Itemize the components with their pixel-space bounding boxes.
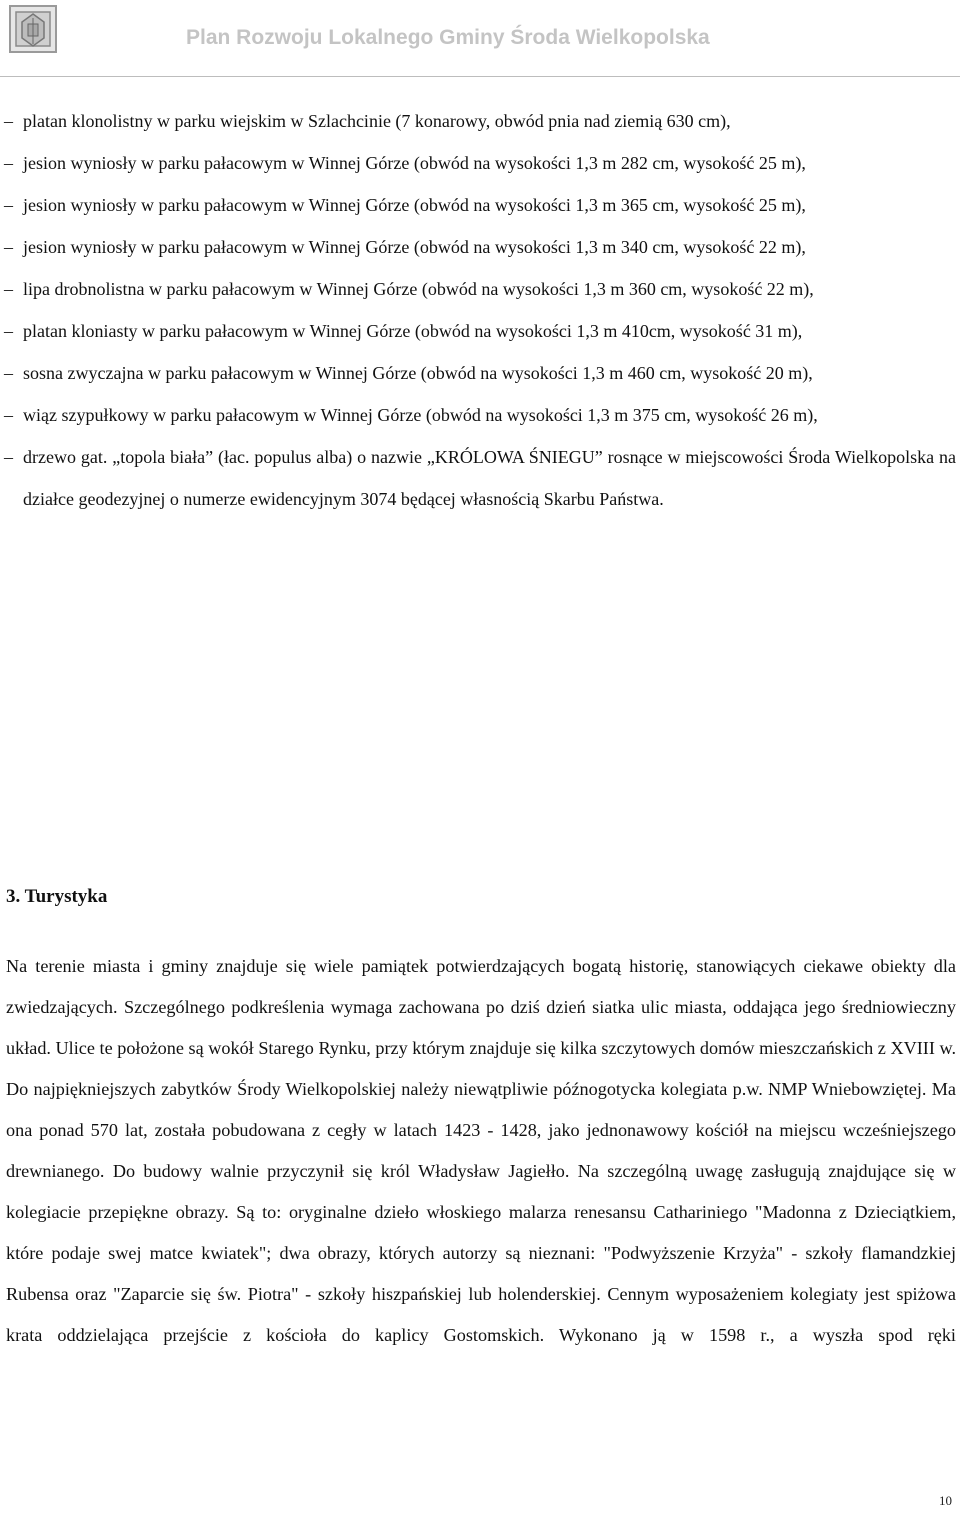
list-item-text: sosna zwyczajna w parku pałacowym w Winnej Górze (obwód na wysokości 1,3 m 460 cm, wysokość 20 m), bbox=[23, 363, 813, 383]
dash-bullet: – bbox=[4, 237, 13, 257]
list-item bbox=[0, 100, 960, 142]
list-item-text: jesion wyniosły w parku pałacowym w Winnej Górze (obwód na wysokości 1,3 m 340 cm, wysokość 22 m), bbox=[23, 237, 806, 257]
list-item bbox=[0, 184, 960, 226]
list-item bbox=[0, 226, 960, 268]
dash-bullet: – bbox=[4, 405, 13, 425]
page-content bbox=[0, 100, 960, 520]
coat-of-arms-icon bbox=[8, 4, 58, 54]
list-item bbox=[0, 394, 960, 436]
section-paragraph: Na terenie miasta i gminy znajduje się wiele pamiątek potwierdzających bogatą historię, stanowiących ciekawe obiekty dla zwiedzających. Szczególnego podkreślenia wymaga zachowana po dziś dzień siatka ulic miasta, oddająca jego średniowieczny układ. Ulice te położone są wokół Starego Rynku, przy którym znajduje się kilka szczytowych domów mieszczańskich z XVIII w. Do najpiękniejszych zabytków Środy Wielkopolskiej należy niewątpliwie późnogotycka kolegiata p.w. NMP Wniebowziętej. Ma ona ponad 570 lat, została pobudowana z cegły w latach 1423 - 1428, jako jednonawowy kościół na miejscu wcześniejszego drewnianego. Do budowy walnie przyczynił się król Władysław Jagiełło. Na szczególną uwagę zasługują znajdujące się w kolegiacie przepiękne obrazy. Są to: oryginalne dzieło włoskiego malarza renesansu Cathariniego "Madonna z Dzieciątkiem, które podaje swej matce kwiatek"; dwa obrazy, których autorzy są nieznani: "Podwyższenie Krzyża" - szkoły flamandzkiej Rubensa oraz "Zaparcie się św. Piotra" - szkoły hiszpańskiej lub holenderskiej. Cennym wyposażeniem kolegiaty jest spiżowa krata oddzielająca przejście z kościoła do kaplicy Gostomskich. Wykonano ją w 1598 r., a wyszła spod ręki bbox=[6, 956, 956, 1345]
list-item-text: wiąz szypułkowy w parku pałacowym w Winnej Górze (obwód na wysokości 1,3 m 375 cm, wysokość 26 m), bbox=[23, 405, 818, 425]
dash-bullet: – bbox=[4, 447, 13, 467]
list-item-text: drzewo gat. „topola biała” (łac. populus alba) o nazwie „KRÓLOWA ŚNIEGU” rosnące w miejscowości Środa Wielkopolska na działce geodezyjnej o numerze ewidencyjnym 3074 będącej własnością Skarbu Państwa. bbox=[23, 447, 956, 509]
document-title: Plan Rozwoju Lokalnego Gminy Środa Wielkopolska bbox=[186, 26, 710, 49]
list-item-text: platan kloniasty w parku pałacowym w Winnej Górze (obwód na wysokości 1,3 m 410cm, wysokość 31 m), bbox=[23, 321, 803, 341]
list-item bbox=[0, 142, 960, 184]
list-item bbox=[0, 436, 960, 520]
dash-bullet: – bbox=[4, 321, 13, 341]
list-item bbox=[0, 310, 960, 352]
page-number: 10 bbox=[939, 1493, 952, 1508]
list-item-text: platan klonolistny w parku wiejskim w Szlachcinie (7 konarowy, obwód pnia nad ziemią 630 cm), bbox=[23, 111, 731, 131]
tree-list bbox=[0, 100, 960, 520]
dash-bullet: – bbox=[4, 195, 13, 215]
list-item-text: jesion wyniosły w parku pałacowym w Winnej Górze (obwód na wysokości 1,3 m 282 cm, wysokość 25 m), bbox=[23, 153, 806, 173]
page-header bbox=[0, 0, 960, 80]
section-heading: 3. Turystyka bbox=[6, 886, 108, 907]
list-item-text: jesion wyniosły w parku pałacowym w Winnej Górze (obwód na wysokości 1,3 m 365 cm, wysokość 25 m), bbox=[23, 195, 806, 215]
dash-bullet: – bbox=[4, 111, 13, 131]
header-divider bbox=[0, 76, 960, 77]
list-item bbox=[0, 268, 960, 310]
dash-bullet: – bbox=[4, 153, 13, 173]
dash-bullet: – bbox=[4, 279, 13, 299]
list-item bbox=[0, 352, 960, 394]
dash-bullet: – bbox=[4, 363, 13, 383]
list-item-text: lipa drobnolistna w parku pałacowym w Winnej Górze (obwód na wysokości 1,3 m 360 cm, wysokość 22 m), bbox=[23, 279, 814, 299]
